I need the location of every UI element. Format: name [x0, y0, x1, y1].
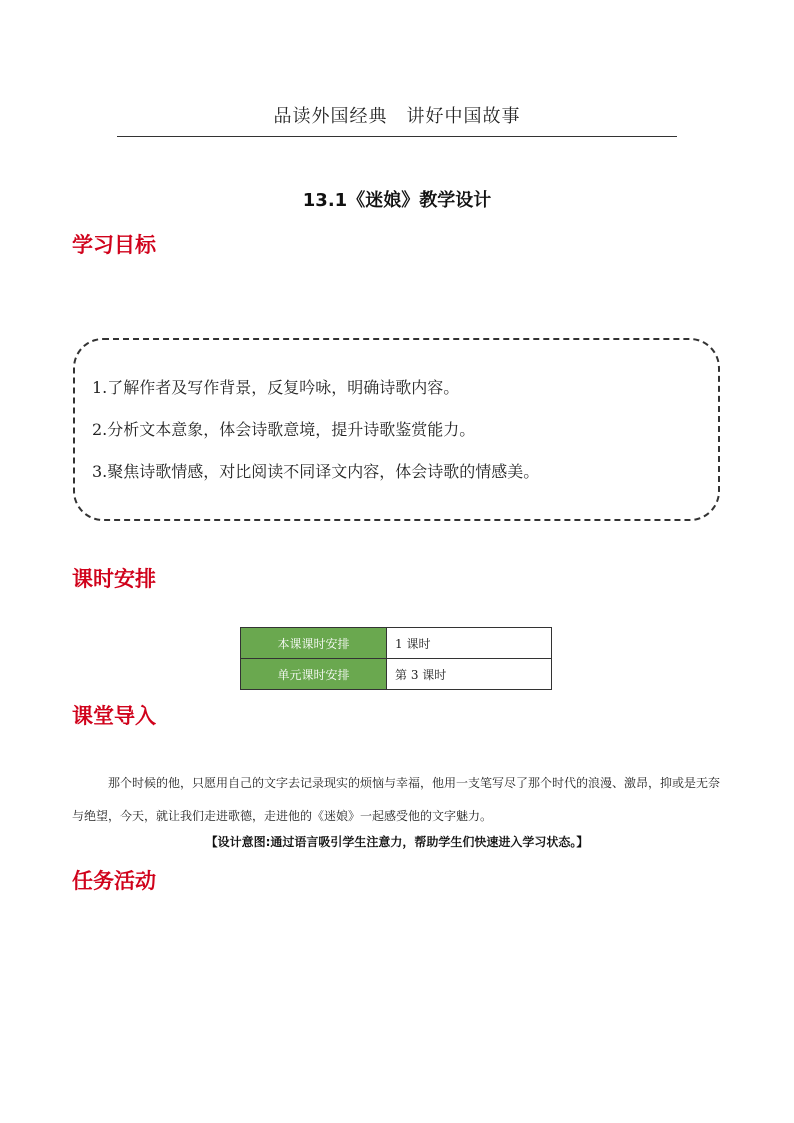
section-heading-tasks: 任务活动	[72, 869, 156, 893]
document-title: 13.1《迷娘》教学设计	[302, 190, 492, 211]
goal-item: 2.分析文本意象，体会诗歌意境，提升诗歌鉴赏能力。	[92, 420, 476, 439]
section-heading-goals: 学习目标	[72, 233, 156, 257]
schedule-value-cell: 第 3 课时	[387, 659, 552, 690]
table-row	[241, 628, 552, 659]
schedule-label-cell: 本课课时安排	[241, 628, 387, 659]
section-heading-intro: 课堂导入	[72, 704, 156, 728]
page-header-title: 品读外国经典 讲好中国故事	[273, 106, 521, 127]
table-row	[241, 659, 552, 690]
schedule-value-cell: 1 课时	[387, 628, 552, 659]
goal-item: 1.了解作者及写作背景，反复吟咏，明确诗歌内容。	[92, 378, 460, 397]
section-heading-schedule: 课时安排	[72, 567, 156, 591]
design-intent-note: 【设计意图:通过语言吸引学生注意力，帮助学生们快速进入学习状态。】	[205, 835, 589, 849]
header-divider	[117, 136, 677, 137]
schedule-table	[240, 627, 552, 690]
intro-paragraph: 那个时候的他，只愿用自己的文字去记录现实的烦恼与幸福，他用一支笔写尽了那个时代的浪漫、激昂，抑或是无奈与绝望，今天，就让我们走进歌德，走进他的《迷娘》一起感受他的文字魅力。	[72, 776, 721, 823]
schedule-label-cell: 单元课时安排	[241, 659, 387, 690]
goal-item: 3.聚焦诗歌情感，对比阅读不同译文内容，体会诗歌的情感美。	[92, 462, 540, 481]
goals-list	[92, 374, 539, 500]
